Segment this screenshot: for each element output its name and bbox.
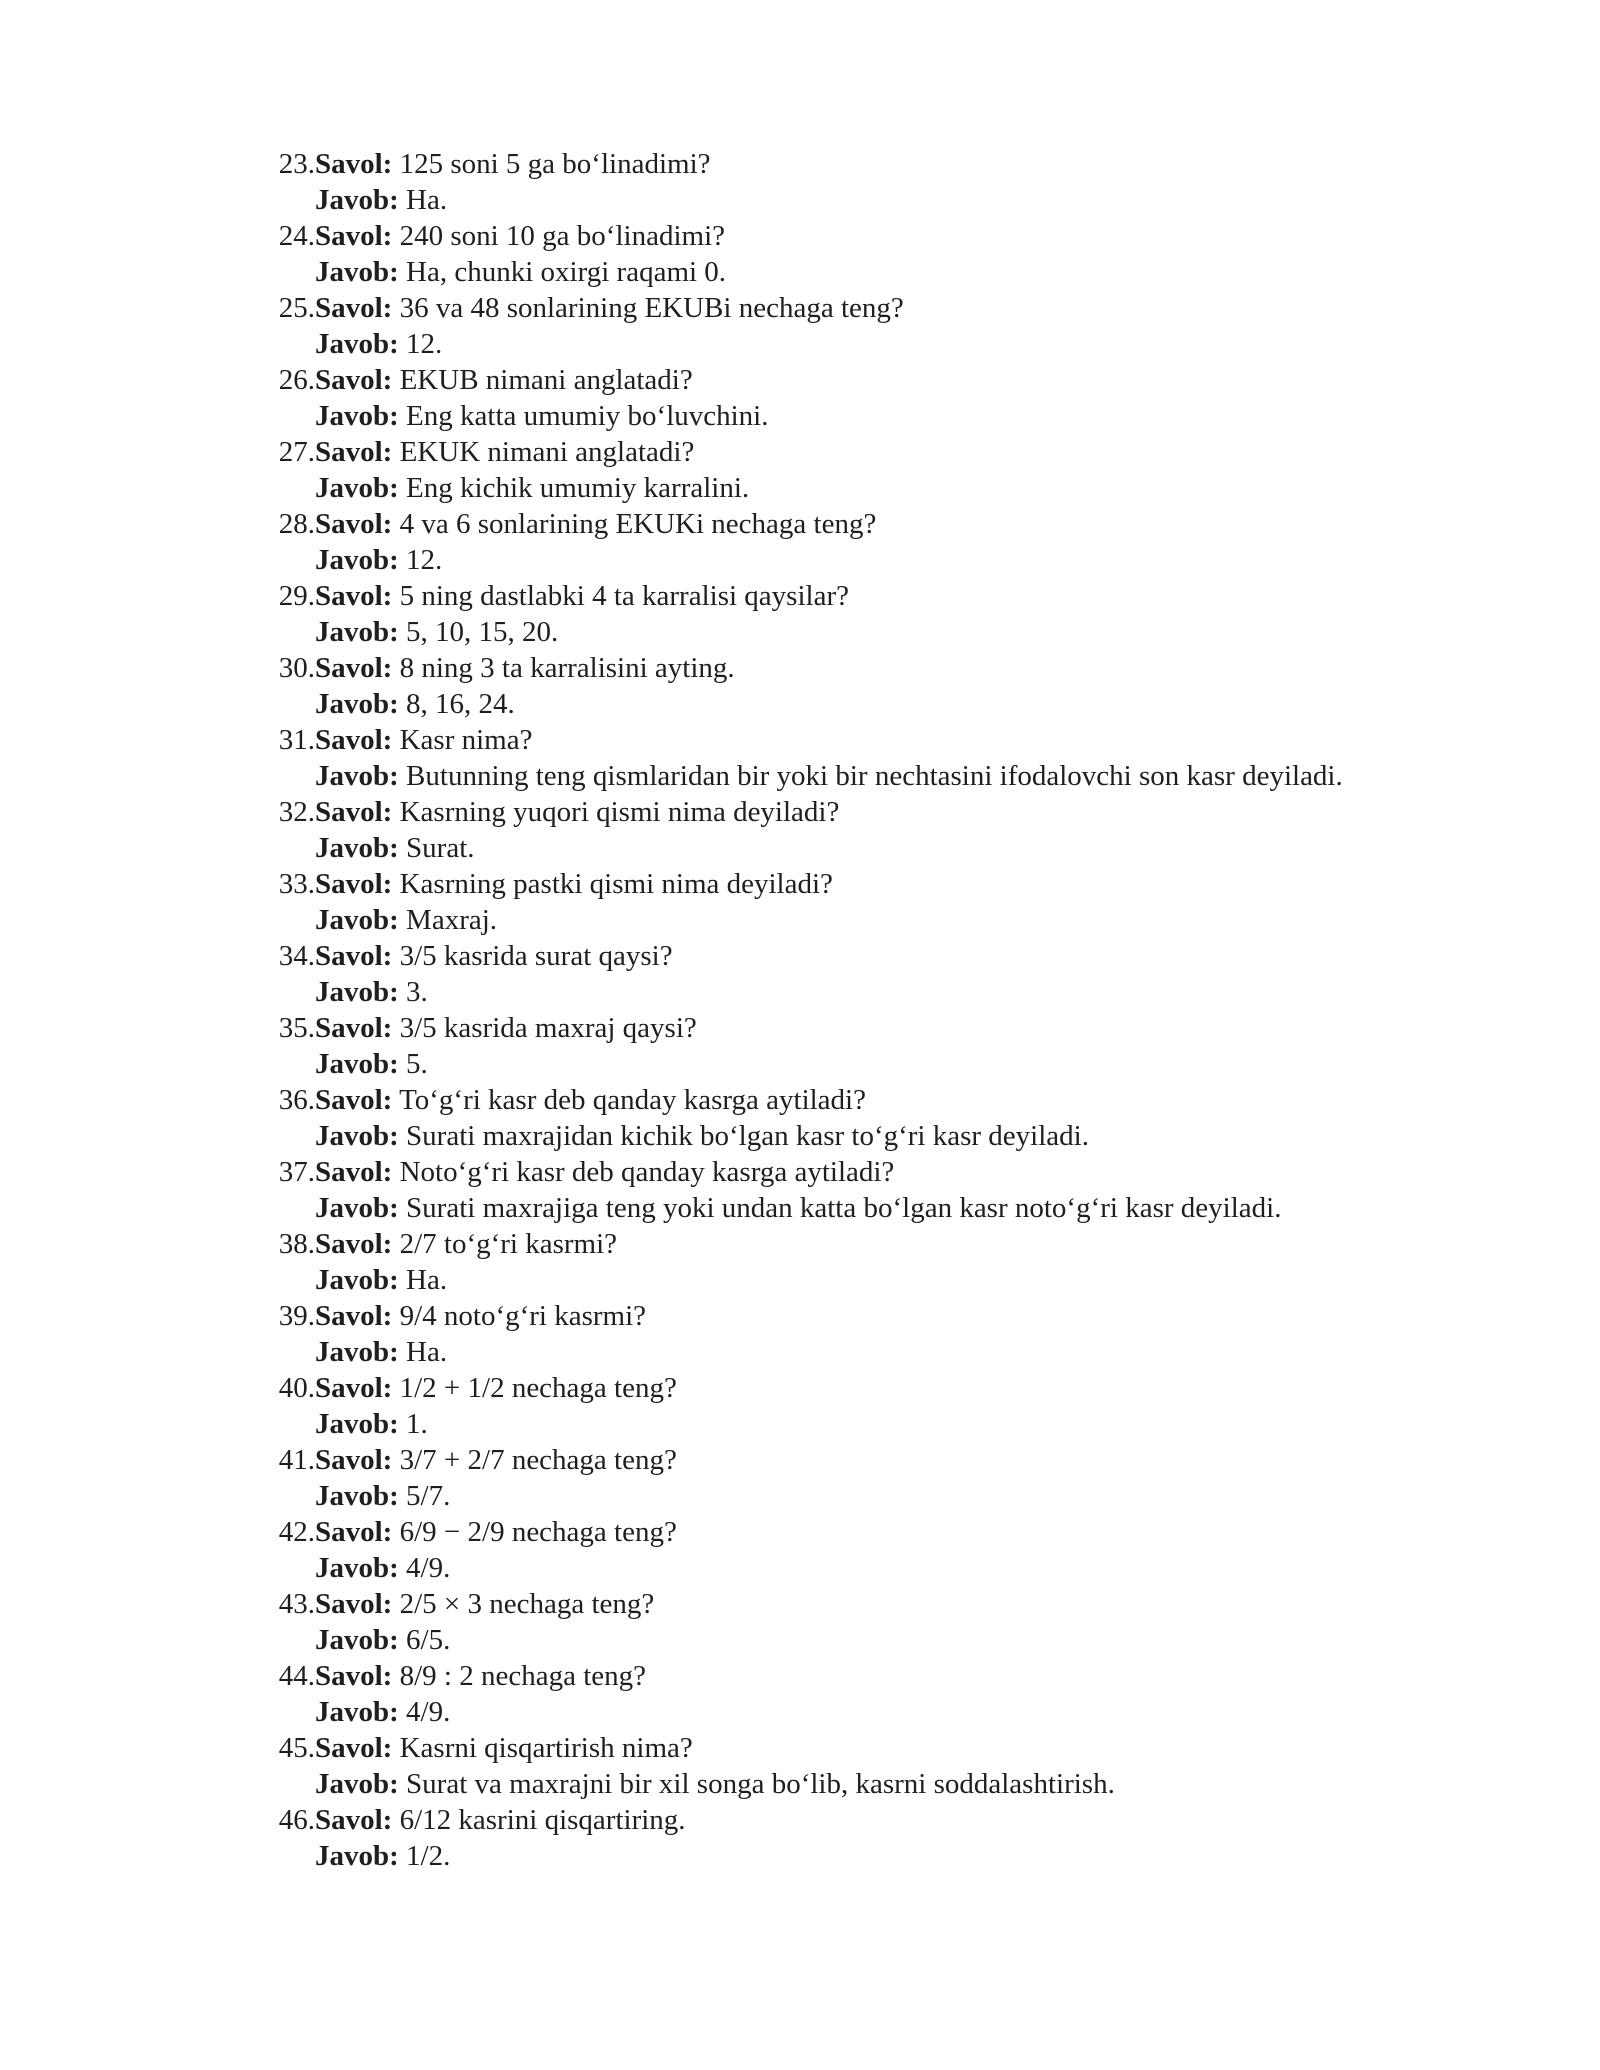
answer-label: Javob: <box>315 976 399 1008</box>
question-line <box>265 362 1555 398</box>
answer-line <box>265 398 1555 434</box>
question-line <box>265 1442 1555 1478</box>
qa-item <box>265 1370 1555 1442</box>
question-text: 3/5 kasrida maxraj qaysi? <box>399 1012 697 1044</box>
qa-item <box>265 938 1555 1010</box>
question-text: Noto‘g‘ri kasr deb qanday kasrga aytiladi? <box>399 1156 895 1188</box>
question-line <box>265 506 1555 542</box>
question-line <box>265 1226 1555 1262</box>
item-number: 24. <box>278 220 315 252</box>
answer-text: 3. <box>406 976 428 1008</box>
answer-label: Javob: <box>315 1120 399 1152</box>
qa-item <box>265 1082 1555 1154</box>
question-line <box>265 1586 1555 1622</box>
item-number: 35. <box>278 1012 315 1044</box>
answer-text: Surati maxrajidan kichik bo‘lgan kasr to‘g‘ri kasr deyiladi. <box>406 1120 1089 1152</box>
question-label: Savol: <box>315 1372 393 1404</box>
answer-label: Javob: <box>315 1480 399 1512</box>
answer-label: Javob: <box>315 400 399 432</box>
question-label: Savol: <box>315 796 393 828</box>
question-label: Savol: <box>315 724 393 756</box>
question-text: Kasrni qisqartirish nima? <box>399 1732 693 1764</box>
question-label: Savol: <box>315 1012 393 1044</box>
answer-label: Javob: <box>315 472 399 504</box>
answer-line <box>265 1694 1555 1730</box>
question-label: Savol: <box>315 1300 393 1332</box>
question-label: Savol: <box>315 1084 393 1116</box>
answer-label: Javob: <box>315 544 399 576</box>
question-text: 2/5 × 3 nechaga teng? <box>399 1588 655 1620</box>
qa-item <box>265 1154 1555 1226</box>
item-number: 29. <box>278 580 315 612</box>
answer-label: Javob: <box>315 1408 399 1440</box>
question-text: Kasr nima? <box>399 724 533 756</box>
answer-label: Javob: <box>315 1264 399 1296</box>
qa-item <box>265 578 1555 650</box>
answer-text: 12. <box>406 544 443 576</box>
question-text: 5 ning dastlabki 4 ta karralisi qaysilar? <box>399 580 849 612</box>
qa-item <box>265 362 1555 434</box>
answer-text: 4/9. <box>406 1696 451 1728</box>
answer-label: Javob: <box>315 1192 399 1224</box>
answer-line <box>265 254 1555 290</box>
question-label: Savol: <box>315 436 393 468</box>
qa-item <box>265 290 1555 362</box>
item-number: 30. <box>278 652 315 684</box>
item-number: 41. <box>278 1444 315 1476</box>
question-text: Kasrning pastki qismi nima deyiladi? <box>399 868 833 900</box>
question-text: Kasrning yuqori qismi nima deyiladi? <box>399 796 840 828</box>
answer-label: Javob: <box>315 1336 399 1368</box>
answer-line <box>265 1838 1555 1874</box>
answer-label: Javob: <box>315 616 399 648</box>
question-text: 240 soni 10 ga bo‘linadimi? <box>399 220 725 252</box>
question-text: 8 ning 3 ta karralisini ayting. <box>399 652 735 684</box>
item-number: 34. <box>278 940 315 972</box>
item-number: 44. <box>278 1660 315 1692</box>
answer-label: Javob: <box>315 832 399 864</box>
qa-item <box>265 1730 1555 1802</box>
question-text: EKUB nimani anglatadi? <box>399 364 693 396</box>
question-label: Savol: <box>315 148 393 180</box>
question-label: Savol: <box>315 940 393 972</box>
question-line <box>265 794 1555 830</box>
question-label: Savol: <box>315 220 393 252</box>
answer-text: Ha. <box>406 1336 448 1368</box>
qa-item <box>265 1298 1555 1370</box>
answer-text: 8, 16, 24. <box>406 688 515 720</box>
item-number: 36. <box>278 1084 315 1116</box>
qa-item <box>265 1658 1555 1730</box>
answer-text: 4/9. <box>406 1552 451 1584</box>
item-number: 39. <box>278 1300 315 1332</box>
answer-label: Javob: <box>315 904 399 936</box>
qa-item <box>265 1226 1555 1298</box>
question-label: Savol: <box>315 1732 393 1764</box>
question-text: 2/7 to‘g‘ri kasrmi? <box>399 1228 618 1260</box>
answer-label: Javob: <box>315 760 399 792</box>
qa-item <box>265 1802 1555 1874</box>
answer-text: 12. <box>406 328 443 360</box>
answer-line <box>265 758 1555 794</box>
answer-text: 5. <box>406 1048 428 1080</box>
answer-line <box>265 1046 1555 1082</box>
question-label: Savol: <box>315 652 393 684</box>
question-line <box>265 1514 1555 1550</box>
answer-text: 5/7. <box>406 1480 451 1512</box>
question-line <box>265 1658 1555 1694</box>
item-number: 37. <box>278 1156 315 1188</box>
question-label: Savol: <box>315 508 393 540</box>
answer-label: Javob: <box>315 184 399 216</box>
answer-text: Surat va maxrajni bir xil songa bo‘lib, kasrni soddalashtirish. <box>406 1768 1115 1800</box>
item-number: 33. <box>278 868 315 900</box>
answer-text: 5, 10, 15, 20. <box>406 616 559 648</box>
question-text: 9/4 noto‘g‘ri kasrmi? <box>399 1300 647 1332</box>
qa-item <box>265 794 1555 866</box>
item-number: 28. <box>278 508 315 540</box>
question-label: Savol: <box>315 1444 393 1476</box>
question-label: Savol: <box>315 292 393 324</box>
item-number: 45. <box>278 1732 315 1764</box>
question-text: 4 va 6 sonlarining EKUKi nechaga teng? <box>399 508 877 540</box>
question-text: 125 soni 5 ga bo‘linadimi? <box>399 148 711 180</box>
question-line <box>265 434 1555 470</box>
item-number: 26. <box>278 364 315 396</box>
answer-line <box>265 614 1555 650</box>
item-number: 43. <box>278 1588 315 1620</box>
question-label: Savol: <box>315 1156 393 1188</box>
answer-line <box>265 1622 1555 1658</box>
qa-item <box>265 434 1555 506</box>
qa-item <box>265 146 1555 218</box>
answer-text: Surati maxrajiga teng yoki undan katta bo‘lgan kasr noto‘g‘ri kasr deyiladi. <box>406 1192 1282 1224</box>
qa-item <box>265 650 1555 722</box>
answer-text: 1. <box>406 1408 428 1440</box>
answer-line <box>265 470 1555 506</box>
answer-label: Javob: <box>315 256 399 288</box>
question-line <box>265 578 1555 614</box>
item-number: 25. <box>278 292 315 324</box>
answer-label: Javob: <box>315 328 399 360</box>
question-text: 1/2 + 1/2 nechaga teng? <box>399 1372 677 1404</box>
answer-line <box>265 902 1555 938</box>
answer-line <box>265 1766 1555 1802</box>
answer-label: Javob: <box>315 1840 399 1872</box>
question-line <box>265 1010 1555 1046</box>
question-line <box>265 1154 1555 1190</box>
answer-line <box>265 1550 1555 1586</box>
question-line <box>265 1298 1555 1334</box>
question-line <box>265 1730 1555 1766</box>
question-label: Savol: <box>315 1660 393 1692</box>
answer-line <box>265 542 1555 578</box>
question-line <box>265 146 1555 182</box>
question-line <box>265 218 1555 254</box>
answer-text: 6/5. <box>406 1624 451 1656</box>
question-text: 3/7 + 2/7 nechaga teng? <box>399 1444 677 1476</box>
qa-item <box>265 1514 1555 1586</box>
answer-line <box>265 1190 1555 1226</box>
question-line <box>265 1370 1555 1406</box>
question-label: Savol: <box>315 364 393 396</box>
answer-text: 1/2. <box>406 1840 451 1872</box>
answer-line <box>265 326 1555 362</box>
question-label: Savol: <box>315 868 393 900</box>
answer-text: Ha, chunki oxirgi raqami 0. <box>406 256 727 288</box>
qa-item <box>265 1586 1555 1658</box>
question-text: 8/9 : 2 nechaga teng? <box>399 1660 646 1692</box>
qa-item <box>265 1442 1555 1514</box>
answer-text: Ha. <box>406 184 448 216</box>
question-line <box>265 1082 1555 1118</box>
answer-text: Ha. <box>406 1264 448 1296</box>
question-label: Savol: <box>315 580 393 612</box>
item-number: 31. <box>278 724 315 756</box>
answer-label: Javob: <box>315 1048 399 1080</box>
question-line <box>265 1802 1555 1838</box>
question-line <box>265 290 1555 326</box>
answer-label: Javob: <box>315 1696 399 1728</box>
question-text: 36 va 48 sonlarining EKUBi nechaga teng? <box>399 292 904 324</box>
answer-line <box>265 974 1555 1010</box>
answer-label: Javob: <box>315 1624 399 1656</box>
answer-line <box>265 182 1555 218</box>
answer-line <box>265 830 1555 866</box>
question-line <box>265 866 1555 902</box>
item-number: 40. <box>278 1372 315 1404</box>
item-number: 42. <box>278 1516 315 1548</box>
item-number: 32. <box>278 796 315 828</box>
question-line <box>265 938 1555 974</box>
item-number: 23. <box>278 148 315 180</box>
answer-label: Javob: <box>315 688 399 720</box>
answer-line <box>265 1478 1555 1514</box>
question-line <box>265 722 1555 758</box>
question-label: Savol: <box>315 1804 393 1836</box>
item-number: 38. <box>278 1228 315 1260</box>
answer-line <box>265 1262 1555 1298</box>
question-line <box>265 650 1555 686</box>
question-text: EKUK nimani anglatadi? <box>399 436 695 468</box>
answer-line <box>265 1334 1555 1370</box>
qa-item <box>265 1010 1555 1082</box>
answer-text: Maxraj. <box>406 904 498 936</box>
qa-item <box>265 218 1555 290</box>
question-text: To‘g‘ri kasr deb qanday kasrga aytiladi? <box>399 1084 866 1116</box>
answer-line <box>265 686 1555 722</box>
item-number: 46. <box>278 1804 315 1836</box>
answer-line <box>265 1118 1555 1154</box>
qa-item <box>265 506 1555 578</box>
question-answer-list <box>265 146 1555 1874</box>
answer-line <box>265 1406 1555 1442</box>
answer-label: Javob: <box>315 1768 399 1800</box>
answer-text: Butunning teng qismlaridan bir yoki bir nechtasini ifodalovchi son kasr deyiladi. <box>406 760 1343 792</box>
item-number: 27. <box>278 436 315 468</box>
answer-text: Eng katta umumiy bo‘luvchini. <box>406 400 769 432</box>
answer-text: Surat. <box>406 832 475 864</box>
question-text: 6/12 kasrini qisqartiring. <box>399 1804 686 1836</box>
question-label: Savol: <box>315 1588 393 1620</box>
qa-item <box>265 722 1555 794</box>
qa-item <box>265 866 1555 938</box>
question-text: 6/9 − 2/9 nechaga teng? <box>399 1516 677 1548</box>
question-label: Savol: <box>315 1516 393 1548</box>
answer-text: Eng kichik umumiy karralini. <box>406 472 750 504</box>
question-label: Savol: <box>315 1228 393 1260</box>
question-text: 3/5 kasrida surat qaysi? <box>399 940 673 972</box>
answer-label: Javob: <box>315 1552 399 1584</box>
